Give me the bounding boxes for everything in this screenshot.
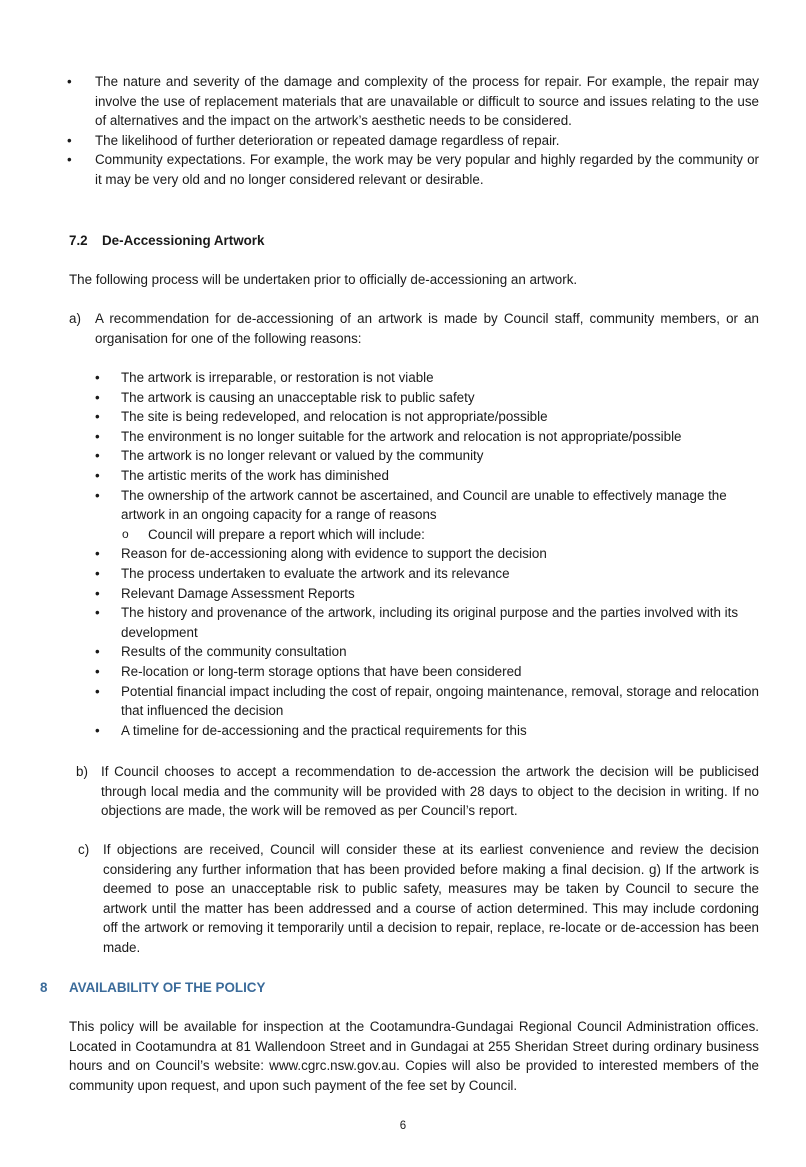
bullet-icon: • — [95, 487, 100, 503]
item-text: If Council chooses to accept a recommendation to de-accession the artwork the decision will be publicised through local media and the community will be provided with 28 days to object to the decision in writing. If no objections are made, the work will be removed as per Council’s report. — [101, 764, 759, 819]
policy-availability-paragraph: This policy will be available for inspection at the Cootamundra-Gundagai Regional Council Administration offices. Located in Cootamundra at 81 Wallendoon Street and in Gundagai at 255 Sheridan Street during ordinary business hours and on Council’s website: www.cgrc.nsw.gov.au. Copies will also be provided to interested members of the community upon request, and upon such payment of the fee set by Council. — [69, 1019, 759, 1093]
list-item-text: Council will prepare a report which will include: — [148, 526, 425, 542]
bullet-icon: • — [95, 644, 100, 660]
bullet-icon: • — [95, 722, 100, 738]
item-text: A recommendation for de-accessioning of an artwork is made by Council staff, community members, or an organisation for one of the following reasons: — [95, 311, 759, 346]
list-item — [95, 662, 761, 682]
list-item — [95, 446, 761, 466]
item-letter: a) — [69, 311, 81, 326]
list-item-text: A timeline for de-accessioning and the practical requirements for this — [121, 722, 527, 738]
section-title: De-Accessioning Artwork — [102, 233, 265, 248]
list-item-text: The ownership of the artwork cannot be ascertained, and Council are unable to effectively manage the artwork in an ongoing capacity for a range of reasons — [121, 487, 727, 523]
bullet-icon: • — [95, 409, 100, 425]
bullet-icon: • — [95, 428, 100, 444]
section-number: 7.2 — [69, 233, 88, 248]
list-item-text: The process undertaken to evaluate the artwork and its relevance — [121, 565, 510, 581]
list-item — [95, 544, 761, 564]
list-item — [95, 603, 761, 642]
list-item — [95, 486, 761, 525]
de-accession-reasons-list — [95, 368, 761, 740]
list-item — [67, 131, 759, 151]
bullet-icon: • — [95, 663, 100, 679]
list-item-text: The artwork is causing an unacceptable risk to public safety — [121, 389, 475, 405]
item-letter: b) — [76, 764, 88, 779]
bullet-icon: • — [67, 74, 72, 89]
section-heading-8 — [40, 978, 265, 998]
item-letter: c) — [78, 842, 90, 857]
section-title: AVAILABILITY OF THE POLICY — [69, 980, 266, 995]
bullet-icon: • — [67, 132, 72, 148]
section-number: 8 — [40, 980, 48, 995]
list-item — [95, 564, 761, 584]
item-text: If objections are received, Council will consider these at its earliest convenience and review the decision considering any further information that has been provided before making a final decision. g) If the artwork is deemed to pose an unacceptable risk to public safety, measures may be taken by Council to secure the artwork until the matter has been addressed and a course of action determined. This may include cordoning off the artwork or removing it temporarily until a decision to repair, replace, re-locate or de-accession has been made. — [103, 842, 759, 955]
list-item — [95, 388, 761, 408]
item-b — [76, 762, 759, 821]
list-item-text: The history and provenance of the artwork, including its original purpose and the parties involved with its development — [121, 605, 739, 640]
list-item — [95, 427, 761, 447]
list-item-text: The environment is no longer suitable for the artwork and relocation is not appropriate/possible — [121, 428, 682, 444]
sub-list-item — [122, 525, 761, 545]
list-item-text: Potential financial impact including the cost of repair, ongoing maintenance, removal, storage and relocation that influenced the decision — [121, 683, 759, 719]
list-item-text: The nature and severity of the damage and complexity of the process for repair. For example, the repair may involve the use of replacement materials that are unavailable or difficult to source and issues relating to the use of alternatives and the impact on the artwork’s aesthetic needs to be considered. — [95, 74, 759, 129]
list-item — [95, 721, 761, 741]
list-item — [67, 150, 759, 189]
list-item — [95, 642, 761, 662]
list-item-text: The artwork is irreparable, or restoration is not viable — [121, 370, 434, 385]
list-item-text: The artistic merits of the work has diminished — [121, 467, 389, 483]
list-item-text: Community expectations. For example, the work may be very popular and highly regarded by the community or it may be very old and no longer considered relevant or desirable. — [95, 152, 759, 187]
list-item — [95, 682, 761, 721]
item-c — [78, 840, 759, 958]
bullet-icon: • — [95, 546, 100, 562]
bullet-icon: • — [95, 467, 100, 483]
bullet-icon: • — [95, 389, 100, 405]
list-item-text: Relevant Damage Assessment Reports — [121, 585, 355, 601]
list-item — [95, 368, 761, 388]
intro-paragraph: The following process will be undertaken prior to officially de-accessioning an artwork. — [69, 272, 578, 287]
bullet-icon: • — [95, 448, 100, 464]
damage-considerations-list — [67, 72, 759, 190]
list-item-text: The site is being redeveloped, and relocation is not appropriate/possible — [121, 409, 548, 425]
list-item-text: Reason for de-accessioning along with evidence to support the decision — [121, 546, 547, 562]
bullet-icon: • — [95, 605, 100, 621]
bullet-icon: • — [67, 152, 72, 168]
bullet-icon: • — [95, 585, 100, 601]
section-heading-7-2 — [69, 231, 264, 251]
page-number: 6 — [399, 1120, 407, 1132]
item-a — [69, 309, 759, 348]
list-item-text: Results of the community consultation — [121, 644, 347, 660]
bullet-icon: • — [95, 370, 100, 385]
circle-bullet-icon: o — [122, 526, 129, 541]
list-item — [95, 584, 761, 604]
list-item-text: Re-location or long-term storage options that have been considered — [121, 663, 522, 679]
list-item-text: The likelihood of further deterioration or repeated damage regardless of repair. — [95, 132, 560, 148]
list-item — [95, 407, 761, 427]
bullet-icon: • — [95, 565, 100, 581]
list-item — [67, 72, 759, 131]
bullet-icon: • — [95, 683, 100, 699]
list-item-text: The artwork is no longer relevant or valued by the community — [121, 448, 484, 464]
list-item — [95, 466, 761, 486]
